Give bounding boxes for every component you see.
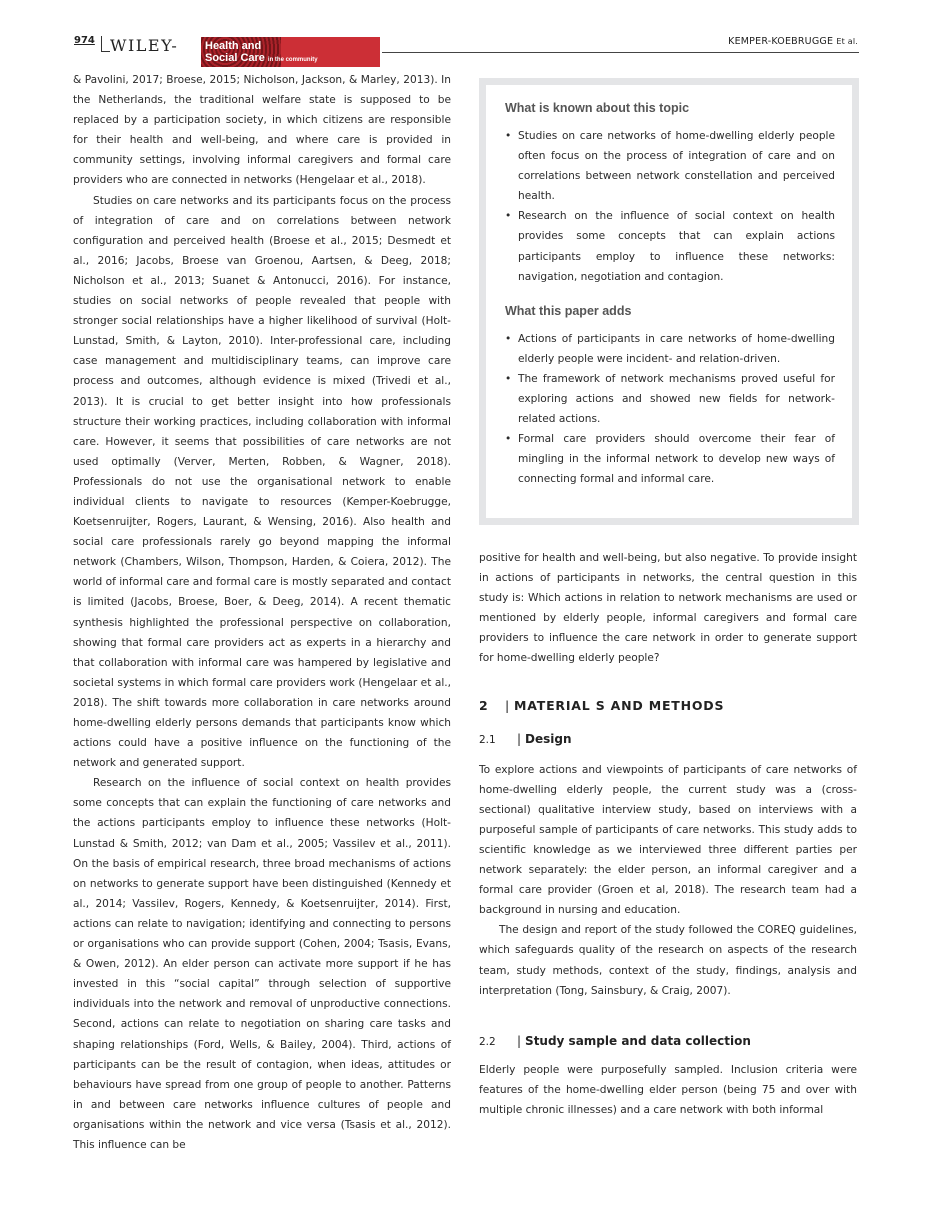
list-item-text: The framework of network mechanisms proved useful for exploring actions and showed new fields for network-related actions. <box>518 372 835 426</box>
body-paragraph: Elderly people were purposefully sampled. Inclusion criteria were features of the home-dwelling elder person (being 75 and over with multiple chronic illnesses) and a care network with both informal <box>479 1063 857 1116</box>
list-item-text: Studies on care networks of home-dwelling elderly people often focus on the process of integration of care and on correlations between network constellation and perceived health. <box>518 130 835 203</box>
subsection-separator: | <box>517 1033 522 1048</box>
known-list <box>505 126 835 287</box>
journal-title-line1: Health and <box>205 40 262 52</box>
list-item <box>505 369 835 429</box>
journal-banner <box>201 37 380 67</box>
page-number: 974 <box>74 35 95 46</box>
wiley-bracket-decoration <box>101 36 110 52</box>
bullet-icon: • <box>505 372 512 385</box>
adds-heading: What this paper adds <box>505 303 632 318</box>
body-paragraph: Studies on care networks and its participants focus on the process of integration of care and on correlations between network configuration and perceived health (Broese et al., 2015; Desmedt et al., 2016; Jacobs, Broese van Groenou, Aartsen, & Deeg, 2018; Nicholson et al., 2013; Suanet & Antonucci, 2016). For instance, studies on social networks of people revealed that people with stronger social relationships have a higher likelihood of survival (Holt-Lunstad, Smith, & Layton, 2010). Inter-professional care, including case management and multidisciplinary teams, can improve care process and outcomes, although evidence is mixed (Trivedi et al., 2013). It is crucial to get better insight into how professionals structure their working practices, including collaboration with informal care. However, it seems that possibilities of care networks are not used optimally (Verver, Merten, Robben, & Wagner, 2018). Professionals do not use the organisational network to enable individual clients to navigate to resources (Kemper-Koebrugge, Koetsenruijter, Rogers, Laurant, & Wensing, 2016). Also health and social care professionals rarely go beyond mapping the informal network (Chambers, Wilson, Thompson, Harden, & Coiera, 2012). The world of informal care and formal care is mostly separated and contact is limited (Jacobs, Broese, Boer, & Deeg, 2014). A recent thematic synthesis highlighted the professional perspective on collaboration, showing that formal care providers act as experts in a hierarchy and that collaboration with informal care was hampered by legislative and societal systems in which formal care providers work (Hengelaar et al., 2018). The shift towards more collaboration in care networks around home-dwelling elderly persons demands that participants know which actions could have a positive influence on the functioning of the network and generated support. <box>73 194 451 770</box>
subsection-heading-2-1 <box>479 729 857 750</box>
subsection-title: Design <box>525 731 572 746</box>
summary-box <box>479 78 859 525</box>
list-item <box>505 126 835 206</box>
journal-title-line2 <box>205 52 318 66</box>
section-number: 2 <box>479 697 489 713</box>
bullet-icon: • <box>505 332 512 345</box>
bullet-icon: • <box>505 210 512 223</box>
subsection-number: 2.1 <box>479 733 496 746</box>
running-head <box>728 36 858 47</box>
section-heading-2 <box>479 696 857 716</box>
bullet-icon: • <box>505 433 512 446</box>
list-item-text: Formal care providers should overcome their fear of mingling in the informal network to develop new ways of connecting formal and informal care. <box>518 433 835 486</box>
subsection-title: Study sample and data collection <box>525 1033 751 1048</box>
list-item-text: Research on the influence of social context on health provides some concepts that can explain actions participants employ to influence these networks: navigation, negotiation and contagion. <box>518 210 835 283</box>
summary-box-content <box>505 98 835 490</box>
body-paragraph: & Pavolini, 2017; Broese, 2015; Nicholson, Jackson, & Marley, 2013). In the Netherlands, the traditional welfare state is supposed to be replaced by a participation society, in which citizens are responsible for their health and well-being, and where care is provided in community settings, involving informal caregivers and formal care providers who are connected in networks (Hengelaar et al., 2018). <box>73 74 451 187</box>
subsection-number: 2.2 <box>479 1035 496 1048</box>
header-rule <box>382 52 859 53</box>
running-head-author: KEMPER-KOEBRUGGE <box>728 36 834 47</box>
body-paragraph: positive for health and well-being, but also negative. To provide insight in actions of participants in networks, the central question in this study is: Which actions in relation to network mechanisms are used or mentioned by elderly people, informal caregivers and formal care providers to influence the care network in order to generate support for home-dwelling elderly people? <box>479 552 857 665</box>
journal-subtitle: in the community <box>267 57 318 63</box>
list-item-text: Actions of participants in care networks of home-dwelling elderly people were incident- and relation-driven. <box>518 332 835 365</box>
left-column <box>73 70 451 1155</box>
body-paragraph: To explore actions and viewpoints of participants of care networks of home-dwelling elderly people, the current study was a (cross-sectional) qualitative interview study, based on interviews with a purposeful sample of participants of care networks. This study adds to scientific knowledge as we interviewed three different parties per network separately: the elder person, an informal caregiver and a formal care provider (Groen et al, 2018). The research team had a background in nursing and education. <box>479 763 857 917</box>
publisher-logo: WILEY- <box>110 36 179 55</box>
section-separator: | <box>505 697 511 713</box>
body-paragraph: Research on the influence of social context on health provides some concepts that can explain the functioning of care networks and the actions participants employ to influence these networks (Holt-Lunstad & Smith, 2012; van Dam et al., 2005; Vassilev et al., 2011). On the basis of empirical research, three broad mechanisms of actions on networks to generate support have been distinguished (Kennedy et al., 2014; Vassilev, Rogers, Kennedy, & Koetsenruijter, 2014). First, actions can relate to navigation; identifying and connecting to persons or organisations who can provide support (Cohen, 2004; Tsasis, Evans, & Owen, 2012). An elder person can activate more support if he has invested in this “social capital” through selection of supportive individuals into the network and removal of unproductive connections. Second, actions can relate to negotiation on sharing care tasks and shaping relationships (Ford, Wells, & Bailey, 2004). Third, actions of participants can be the result of contagion, when ideas, attitudes or behaviours have spread from one group of people to another. Patterns in and between care networks influence cultures of people and organisations within the network and vice versa (Tsasis et al., 2012). This influence can be <box>73 777 451 1151</box>
publisher-name: WILEY <box>110 36 172 55</box>
running-head-etal: Et al. <box>836 37 858 46</box>
subsection-separator: | <box>517 731 522 746</box>
list-item <box>505 429 835 489</box>
journal-title-line2-text: Social Care <box>205 52 265 64</box>
adds-list <box>505 329 835 490</box>
known-heading: What is known about this topic <box>505 101 690 115</box>
bullet-icon: • <box>505 130 512 142</box>
right-column <box>479 548 857 1120</box>
body-paragraph: The design and report of the study followed the COREQ guidelines, which safeguards quality of the research on aspects of the research team, study methods, context of the study, findings, analysis and interpretation (Tong, Sainsbury, & Craig, 2007). <box>479 924 857 997</box>
list-item <box>505 206 835 286</box>
section-title: MATERIAL S AND METHODS <box>514 697 725 713</box>
page-header <box>0 0 926 70</box>
subsection-heading-2-2 <box>479 1031 857 1052</box>
list-item <box>505 329 835 369</box>
